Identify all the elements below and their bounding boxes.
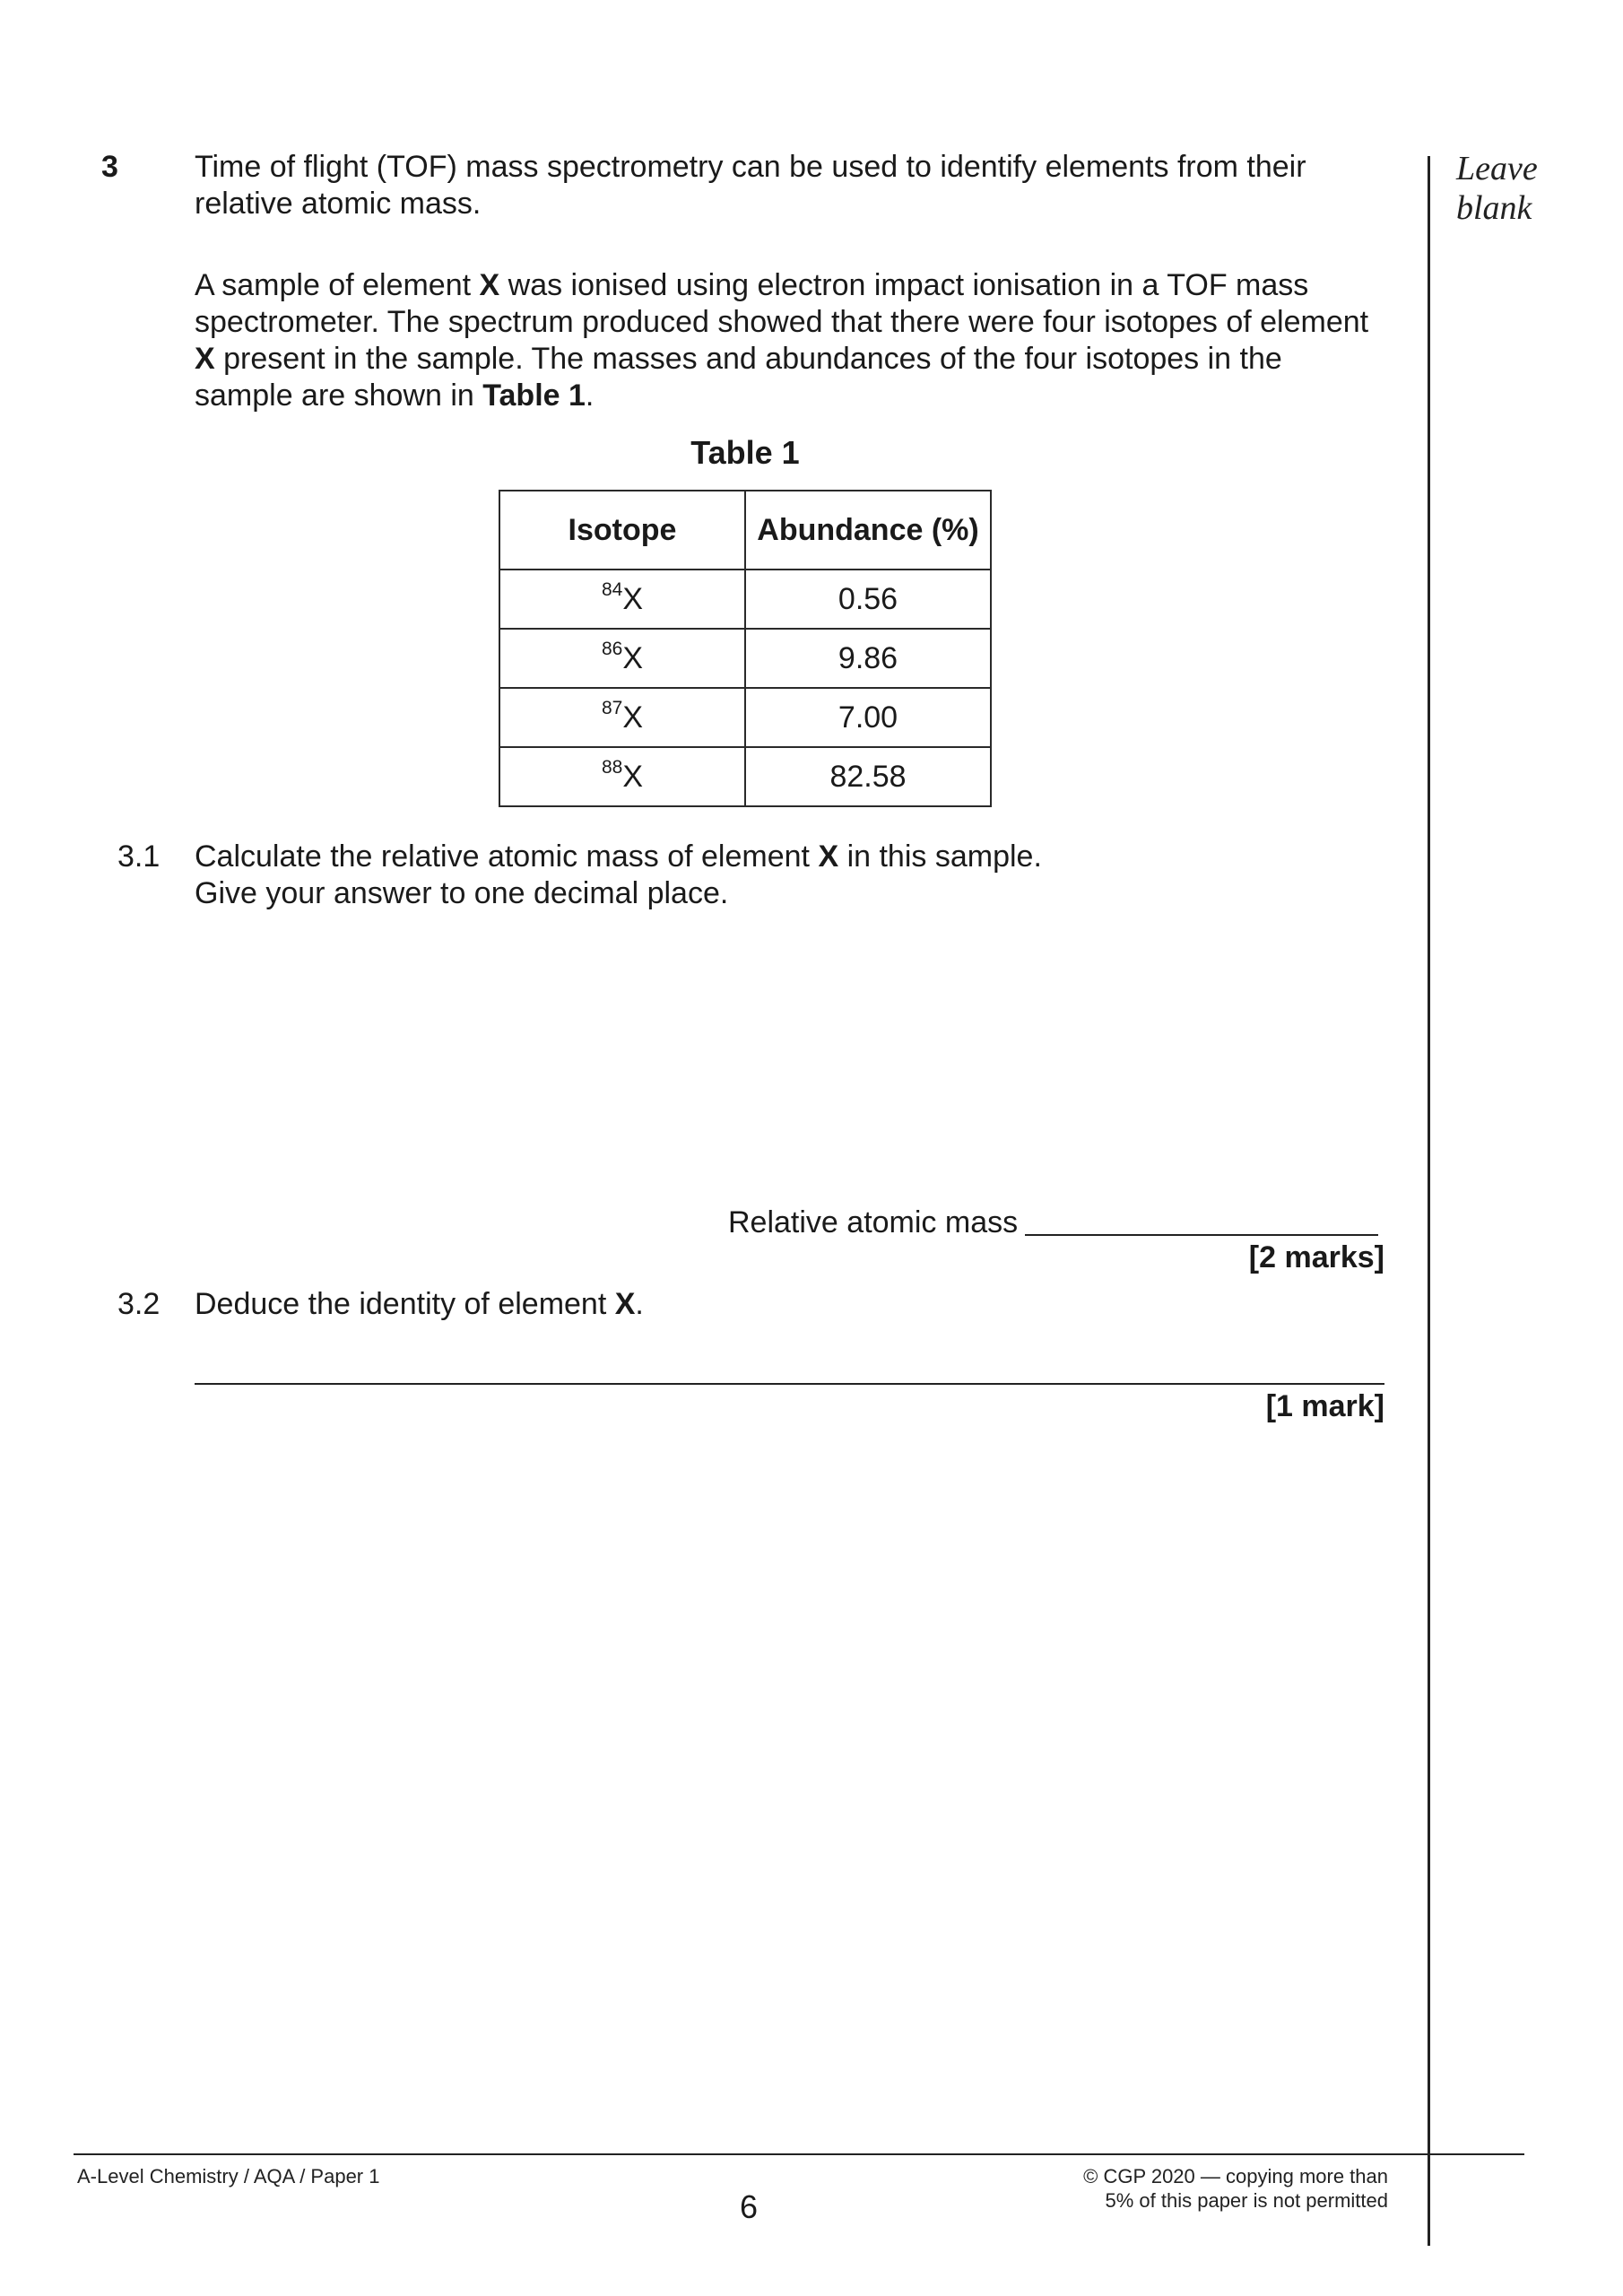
element-x: X [195,342,215,376]
mass-number: 88 [601,757,623,778]
abundance-cell: 9.86 [745,629,991,688]
element-x: X [614,1287,636,1321]
leave-blank-label [1456,149,1538,228]
para-text: was ionised using electron impact ionisation in a TOF mass spectrometer. The spectrum produced showed that there were four isotopes of element [195,268,1369,339]
table-row [499,629,991,688]
subquestion-3-1-line2: Give your answer to one decimal place. [195,876,729,910]
abundance-cell: 7.00 [745,688,991,747]
blank-text: blank [1456,189,1532,227]
header-isotope: Isotope [499,491,745,570]
subquestion-3-1-text [195,839,1360,912]
margin-rule [1428,156,1430,2246]
footer-left: A-Level Chemistry / AQA / Paper 1 [77,2165,380,2187]
copyright-line1: © CGP 2020 — copying more than [1083,2165,1388,2187]
abundance-cell: 82.58 [745,747,991,806]
mass-number: 84 [601,579,623,601]
header-abundance: Abundance (%) [745,491,991,570]
subquestion-3-2-text: Deduce the identity of element X. [195,1287,644,1321]
table-row [499,570,991,629]
mass-number: 86 [601,639,623,660]
footer-copyright [1083,2164,1388,2213]
isotope-cell [499,629,745,688]
leave-text: Leave [1456,150,1538,187]
table-title: Table 1 [690,434,800,471]
para-text: present in the sample. The masses and abundances of the four isotopes in the sample are shown in [195,342,1282,413]
subquestion-number-3-1: 3.1 [117,839,161,874]
marks-3-2: [1 mark] [1265,1389,1384,1423]
element-x: X [479,268,500,302]
page-number: 6 [739,2188,759,2225]
isotope-cell [499,688,745,747]
table-reference: Table 1 [482,378,586,413]
element-symbol: X [622,759,644,794]
mass-number: 87 [601,698,623,719]
table-row [499,688,991,747]
answer-label: Relative atomic mass [728,1205,1019,1239]
element-symbol: X [622,700,644,735]
element-symbol: X [622,581,644,616]
answer-line-3-2[interactable] [195,1383,1384,1385]
subquestion-3-1-line1: Calculate the relative atomic mass of element X in this sample. [195,839,1042,874]
isotope-cell [499,747,745,806]
copyright-line2: 5% of this paper is not permitted [1105,2189,1388,2212]
isotope-cell [499,570,745,629]
marks-3-1: [2 marks] [1248,1240,1384,1274]
element-symbol: X [622,640,644,675]
subquestion-number-3-2: 3.2 [117,1287,161,1321]
table-row [499,747,991,806]
isotope-table [499,490,992,807]
question-intro: Time of flight (TOF) mass spectrometry can be used to identify elements from their relative atomic mass. [195,150,1306,221]
table-header-row [499,491,991,570]
para-text: A sample of element [195,268,480,302]
footer-rule [74,2153,1524,2155]
answer-line-3-1[interactable] [1025,1234,1378,1236]
question-number: 3 [101,150,118,184]
question-paragraph [195,267,1369,414]
abundance-cell: 0.56 [745,570,991,629]
para-text: . [585,378,595,413]
element-x: X [818,839,839,874]
